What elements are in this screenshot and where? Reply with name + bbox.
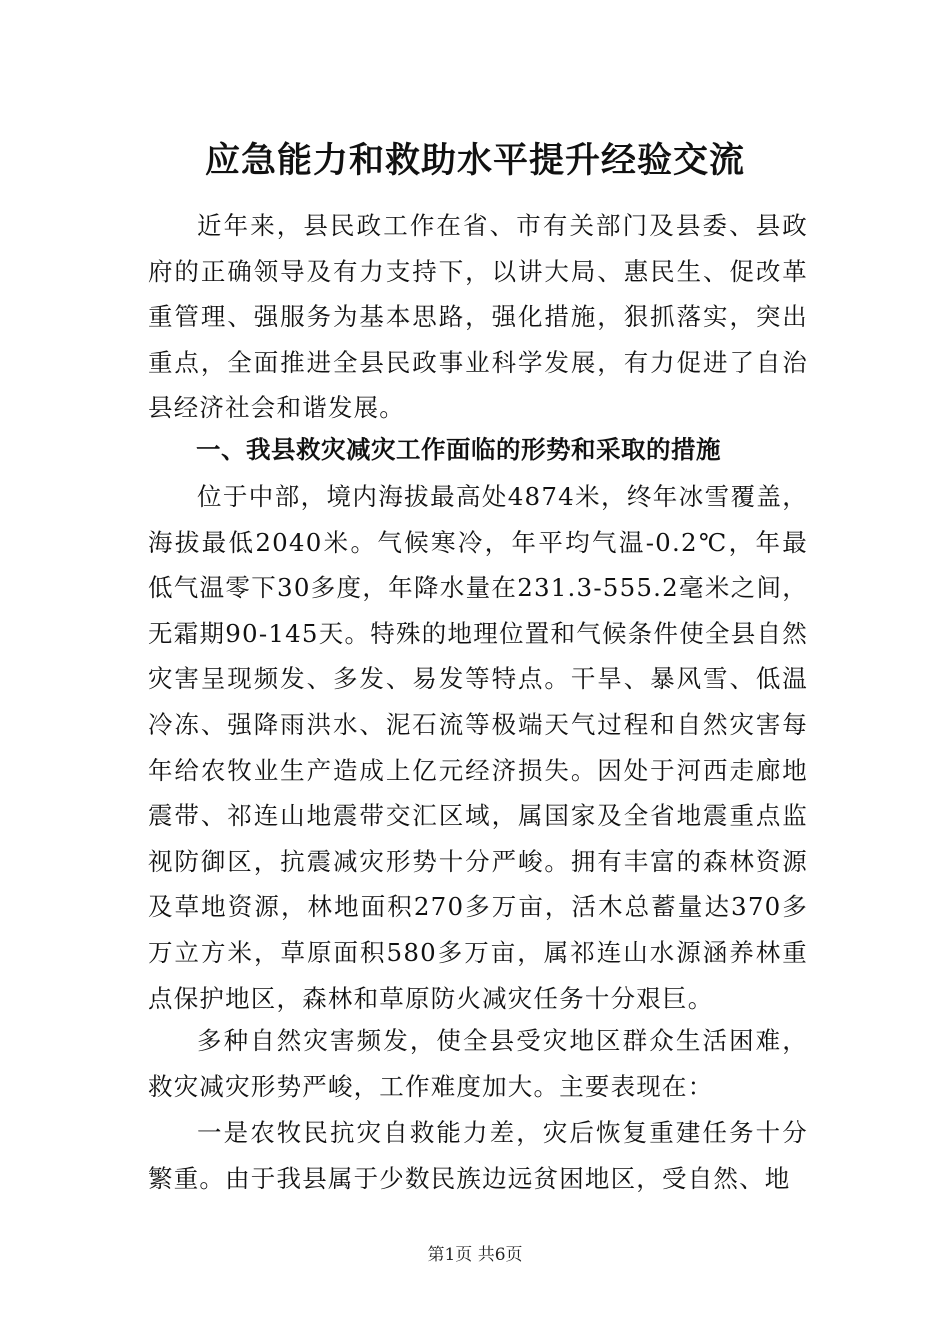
section-heading: 一、我县救灾减灾工作面临的形势和采取的措施 xyxy=(196,435,721,464)
situation-paragraph: 位于中部，境内海拔最高处4874米，终年冰雪覆盖，海拔最低2040米。气候寒冷，年平均气温-0.2℃，年最低气温零下30多度，年降水量在231.3-555.2毫米之间，无霜期90-145天。特殊的地理位置和气候条件使全县自然灾害呈现频发、多发、易发等特点。干旱、暴风雪、低温冷冻、强降雨洪水、泥石流等极端天气过程和自然灾害每年给农牧业生产造成上亿元经济损失。因处于河西走廊地震带、祁连山地震带交汇区域，属国家及全省地震重点监视防御区，抗震减灾形势十分严峻。拥有丰富的森林资源及草地资源，林地面积270多万亩，活木总蓄量达370多万立方米，草原面积580多万亩，属祁连山水源涵养林重点保护地区，森林和草原防火减灾任务十分艰巨。 xyxy=(148,482,808,1013)
point-one-paragraph: 一是农牧民抗灾自救能力差，灾后恢复重建任务十分繁重。由于我县属于少数民族边远贫困地区，受自然、地 xyxy=(148,1118,808,1193)
document-title: 应急能力和救助水平提升经验交流 xyxy=(204,141,745,181)
difficulty-paragraph: 多种自然灾害频发，使全县受灾地区群众生活困难，救灾减灾形势严峻，工作难度加大。主要表现在： xyxy=(148,1026,808,1101)
page-number-footer: 第1页 共6页 xyxy=(427,1245,523,1265)
intro-paragraph: 近年来，县民政工作在省、市有关部门及县委、县政府的正确领导及有力支持下，以讲大局、惠民生、促改革重管理、强服务为基本思路，强化措施，狠抓落实，突出重点，全面推进全县民政事业科学发展，有力促进了自治县经济社会和谐发展。 xyxy=(148,211,808,423)
